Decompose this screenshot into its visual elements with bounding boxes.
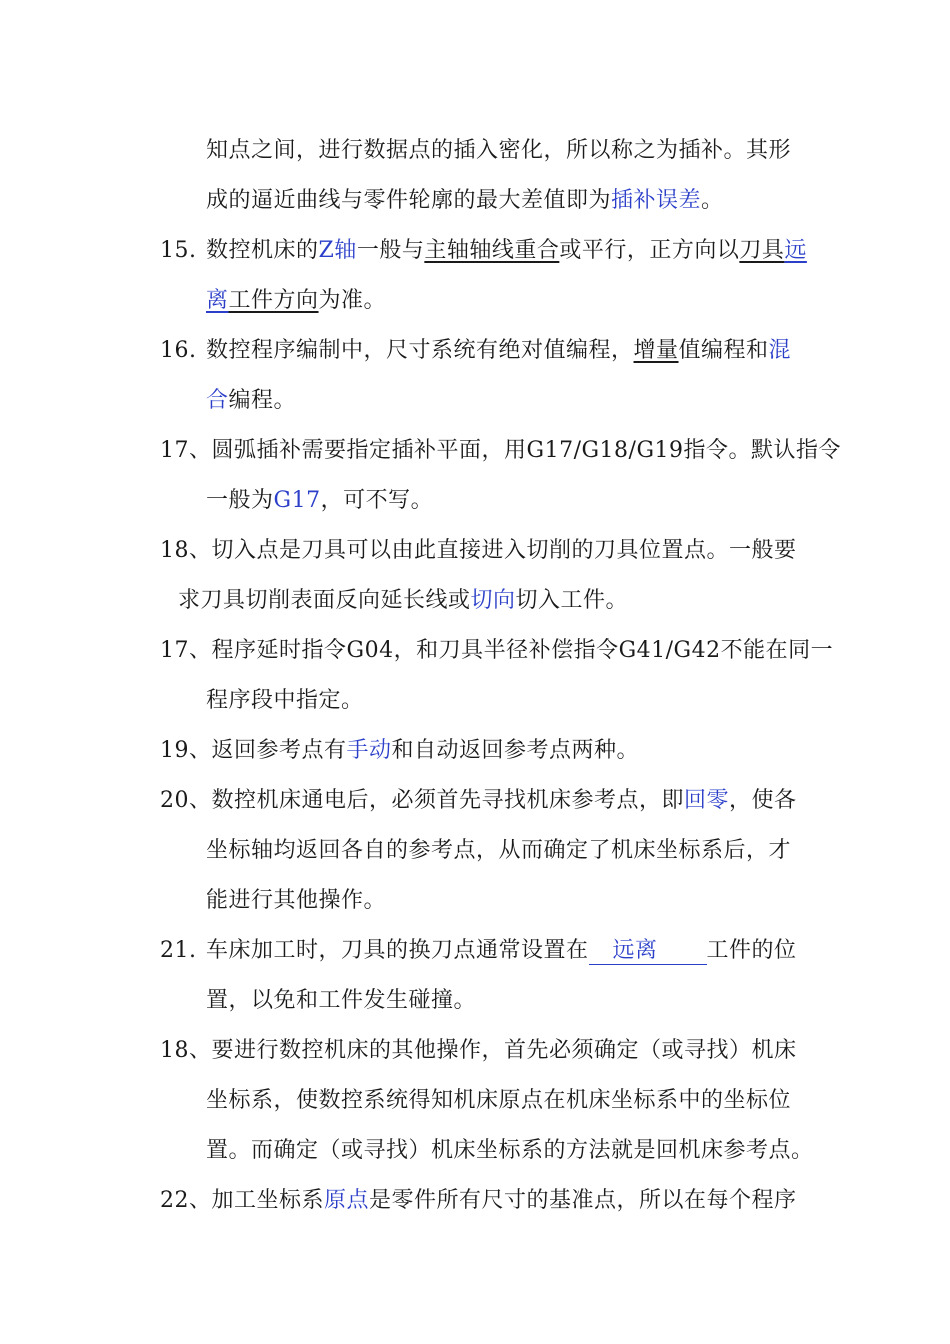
text-line: 能进行其他操作。 <box>206 888 387 913</box>
underlined-answer: 主轴轴线重合 <box>424 238 560 263</box>
text-line: 程序段中指定。 <box>206 688 364 713</box>
answer-text: 原点 <box>324 1188 370 1213</box>
answer-text: 离 <box>206 288 229 313</box>
item-21: 21. 车床加工时，刀具的换刀点通常设置在 远离 工件的位 <box>160 936 797 966</box>
underlined-answer: 刀具 <box>739 238 785 263</box>
item-19: 19、返回参考点有手动和自动返回参考点两种。 <box>160 738 640 763</box>
text-line: 成的逼近曲线与零件轮廓的最大差值即为插补误差。 <box>206 188 724 213</box>
text-line: 合编程。 <box>206 388 297 413</box>
text-line: 求刀具切削表面反向延长线或切向切入工件。 <box>178 588 629 613</box>
item-number: 17、 <box>160 638 212 663</box>
text-line: 坐标系，使数控系统得知机床原点在机床坐标系中的坐标位 <box>206 1088 792 1113</box>
answer-text: 合 <box>206 388 229 413</box>
fill-blank-answer: 远离 <box>589 938 707 965</box>
item-15: 15. 数控机床的Z轴一般与主轴轴线重合或平行，正方向以刀具远 <box>160 236 807 266</box>
item-number: 19、 <box>160 738 212 763</box>
text-line: 坐标轴均返回各自的参考点，从而确定了机床坐标系后，才 <box>206 838 792 863</box>
answer-text: 手动 <box>346 738 392 763</box>
item-18: 18、切入点是刀具可以由此直接进入切削的刀具位置点。一般要 <box>160 538 797 563</box>
text-line: 离工件方向为准。 <box>206 288 387 313</box>
item-20: 20、数控机床通电后，必须首先寻找机床参考点，即回零，使各 <box>160 788 797 813</box>
answer-text: 远 <box>784 238 807 263</box>
item-18b: 18、要进行数控机床的其他操作，首先必须确定（或寻找）机床 <box>160 1038 797 1063</box>
item-number: 15. <box>160 238 197 263</box>
text-line: 置，以免和工件发生碰撞。 <box>206 988 477 1013</box>
underlined-answer: 增量 <box>633 338 679 363</box>
item-number: 22、 <box>160 1188 212 1213</box>
item-17: 17、圆弧插补需要指定插补平面，用G17/G18/G19指令。默认指令 <box>160 438 842 463</box>
text-line: 置。而确定（或寻找）机床坐标系的方法就是回机床参考点。 <box>206 1138 814 1163</box>
answer-text: 切向 <box>470 588 516 613</box>
underlined-answer: 工件方向 <box>228 288 319 313</box>
item-number: 20、 <box>160 788 212 813</box>
item-17b: 17、程序延时指令G04，和刀具半径补偿指令G41/G42不能在同一 <box>160 638 834 663</box>
item-number: 21. <box>160 938 197 963</box>
item-number: 18、 <box>160 538 212 563</box>
item-16: 16. 数控程序编制中，尺寸系统有绝对值编程，增量值编程和混 <box>160 336 791 366</box>
answer-text: 混 <box>768 338 792 363</box>
item-number: 17、 <box>160 438 212 463</box>
text-line: 一般为G17，可不写。 <box>206 488 434 513</box>
answer-text: 插补误差 <box>611 188 702 213</box>
answer-text: 回零 <box>684 788 730 813</box>
item-22: 22、加工坐标系原点是零件所有尺寸的基准点，所以在每个程序 <box>160 1188 797 1213</box>
answer-text: Z轴 <box>318 238 357 263</box>
answer-text: G17 <box>273 488 321 513</box>
item-number: 16. <box>160 338 197 363</box>
item-number: 18、 <box>160 1038 212 1063</box>
text-line: 知点之间，进行数据点的插入密化，所以称之为插补。其形 <box>206 138 792 163</box>
